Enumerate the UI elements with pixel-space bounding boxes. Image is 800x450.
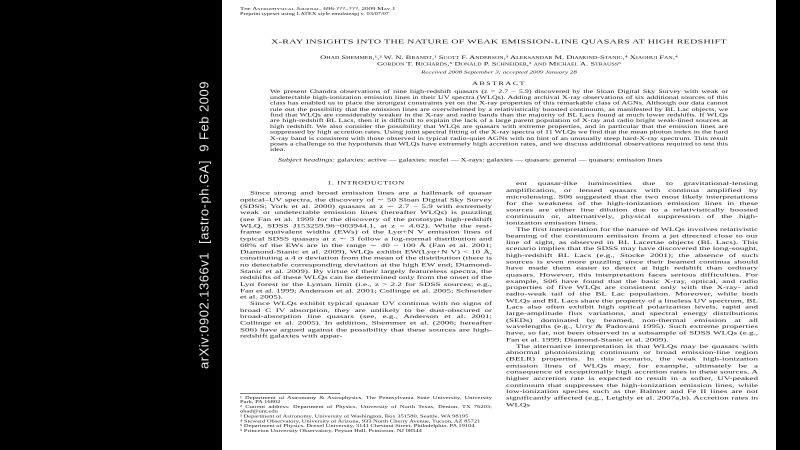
footnote-3: ³ Department of Astronomy, University of Washington, Box 351580, Seattle, WA 98195 — [240, 414, 469, 419]
footnote-1: ¹ Department of Astronomy & Astrophysics, The Pennsylvania State University, University Park, PA 16802 — [240, 395, 492, 405]
footnote-rule — [240, 393, 340, 394]
footnote-2: ² Current address: Department of Physics, University of North Texas, Denton, TX 76203; ohad@unt.edu — [240, 405, 492, 415]
subject-headings — [270, 157, 728, 163]
intro-right-paragraph-2: The first interpretation for the nature of WLQs involves relativistic beaming of the continuum emission from a jet directed close to our line of sight, as observed in BL Lacertae objects (BL Lacs). This scenario implies that the SDSS may have discovered the long-sought, high-redshift BL Lacs (e.g., Stocke 2001); the absence of such sources is even more puzzling since their beamed continua should have made them easier to detect at high redshift than ordinary quasars. However, this interpretation faces serious difficulties. For example, S06 have found that the basic X-ray, optical, and radio properties of five WLQs are consistent only with the X-ray- and radio-weak tail of the BL Lac population. Moreover, while both WLQs and BL Lacs share the property of a lineless UV spectrum, BL Lacs also often exhibit high optical polarization levels, rapid and large-amplitude flux variations, and spectral energy distributions (SEDs) dominated by beamed, non-thermal emission at all wavelengths (e.g., Urry & Padovani 1995). Such extreme properties have, so far, not been observed in a subsample of SDSS WLQs (e.g., Fan et al. 1999; Diamond-Stanic et al. 2009). — [506, 225, 758, 343]
received-line: Received 2008 September 3; accepted 2009 January 28 — [421, 69, 577, 75]
paper-page — [222, 0, 776, 450]
paper-page-content — [222, 0, 776, 450]
abstract-heading: ABSTRACT — [472, 80, 526, 87]
two-column-body — [240, 180, 758, 433]
footnote-5: ⁵ Department of Physics, Drexel University, 3141 Chestnut Street, Philadelphia, PA 19104 — [240, 424, 475, 429]
authors-block — [240, 54, 758, 67]
paper-title: X-RAY INSIGHTS INTO THE NATURE OF WEAK EMISSION-LINE QUASARS AT HIGH REDSHIFT — [271, 38, 727, 46]
intro-left-paragraph-1: Since strong and broad emission lines are a hallmark of quasar optical–UV spectra, the discovery of ∼ 50 Sloan Digital Sky Survey (SDSS; York et al. 2000) quasars at z ∼ 2.7 − 5.9 with extremely weak or undetectable emission lines (hereafter WLQs) is puzzling (see Fan et al. 1999 for the discovery of the prototype high-redshift WLQ, SDSS J153259.96−003944.1, at z = 4.62). While the rest-frame equivalent widths (EWs) of the Lyα+N V emission lines of typical SDSS quasars at z ∼ 3 follow a log-normal distribution and 68% of the EWs are in the range ∼ 40 − 100 Å (Fan et al. 2001; Diamond-Stanic et al. 2009), WLQs exhibit EW(Lyα+N V) < 10 Å, constituting a 4 σ deviation from the mean of the distribution (there is no detectable corresponding deviation at the high EW end; Diamond-Stanic et al. 2009). By virtue of their largely featureless spectra, the redshifts of these WLQs can be determined only from the onset of the Lyα forest or the Lyman limit (i.e., z > 2.2 for SDSS sources; e.g., Fan et al. 1999; Anderson et al. 2001; Collinge et al. 2005; Schneider et al. 2005). — [240, 189, 492, 300]
intro-right-paragraph-3: The alternative interpretation is that WLQs may be quasars with abnormal photoionizing continuum or broad emission-line region (BELR) properties. In this scenario, the weak high-ionization emission lines of WLQs may, for example, ultimately be a consequence of exceptionally high accretion rates in these sources. A higher accretion rate is expected to result in a softer, UV-peaked continuum that suppresses the high-ionization emission lines, while low-ionization species such as the Balmer and Fe II lines are not significantly affected (e.g., Leighly et al. 2007a,b). Accretion rates in WLQs — [506, 342, 758, 408]
section-heading-introduction: 1. INTRODUCTION — [327, 180, 405, 187]
intro-left-paragraph-2: Since WLQs exhibit typical quasar UV continua with no signs of broad C IV absorption, they are unlikely to be dust-obscured or broad-absorption line quasars (see, e.g., Anderson et al. 2001; Collinge et al. 2005). In addition, Shemmer et al. (2006; hereafter S06) have argued against the possibility that these sources are high-redshift galaxies with appar- — [240, 300, 492, 339]
authors-line-1: Ohad Shemmer,¹,² W. N. Brandt,¹ Scott F. Anderson,³ Aleksandar M. Diamond-Stanic,⁴ Xiaohui Fan,⁴ — [320, 54, 678, 61]
subject-headings-label: Subject headings: — [278, 157, 336, 163]
subject-headings-text: galaxies: active — galaxies: nuclei — X-rays: galaxies — quasars: general — quasars: emission lines — [337, 157, 663, 163]
journal-header — [240, 6, 758, 17]
arxiv-watermark: arXiv:0902.1366v1 [astro-ph.GA] 9 Feb 2009 — [196, 81, 212, 369]
left-column — [240, 180, 492, 433]
footnote-4: ⁴ Steward Observatory, University of Arizona, 933 North Cherry Avenue, Tucson, AZ 85721 — [240, 419, 481, 424]
right-column — [506, 180, 758, 433]
footnotes-block — [240, 393, 492, 434]
journal-title-line: The Astrophysical Journal, 696:???–???, 2009 May 1 — [240, 6, 396, 12]
intro-right-paragraph-1: ent quasar-like luminosities due to gravitational-lensing amplification, or lensed quasars with continua amplified by microlensing. S06 suggested that the two most likely interpretations for the weakness of the high-ionization emission lines in these sources are either line dilution due to a relativistically boosted continuum or, alternatively, physical suppression of the high-ionization emission lines. — [506, 180, 758, 226]
authors-line-2: Gordon T. Richards,⁵ Donald P. Schneider,¹ and Michael A. Strauss⁶ — [376, 60, 622, 67]
footnote-6: ⁶ Princeton University Observatory, Peyton Hall, Princeton, NJ 08544 — [240, 428, 422, 434]
abstract-text: We present Chandra observations of nine high-redshift quasars (z = 2.7 − 5.9) discovered by the Sloan Digital Sky Survey with weak or undetectable high-ionization emission lines in their UV spectra (WLQs). Adding archival X-ray observations of six additional sources of this class has enabled us to place the strongest constraints yet on the X-ray properties of this remarkable class of AGNs. Although our data cannot rule out the possibility that the emission lines are overwhelmed by a relativistically boosted continuum, as manifested by BL Lac objects, we find that WLQs are considerably weaker in the X-ray and radio bands than the majority of BL Lacs found at much lower redshifts. If WLQs are high-redshift BL Lacs, then it is difficult to explain the lack of a large parent population of X-ray and radio bright weak-lined sources at high redshift. We also consider the possibility that WLQs are quasars with extreme properties, and in particular that the emission lines are suppressed by high accretion rates. Using joint spectral fitting of the X-ray spectra of 11 WLQs we find that the mean photon index in the hard X-ray band is consistent with those observed in typical radio-quiet AGNs with no hint of an unusually steep hard-X-ray spectrum. This result poses a challenge to the hypothesis that WLQs have extremely high accretion rates, and we discuss additional observations required to test this idea. — [270, 88, 728, 153]
preprint-line: Preprint typeset using LATEX style emulateapj v. 03/07/07 — [240, 11, 389, 17]
